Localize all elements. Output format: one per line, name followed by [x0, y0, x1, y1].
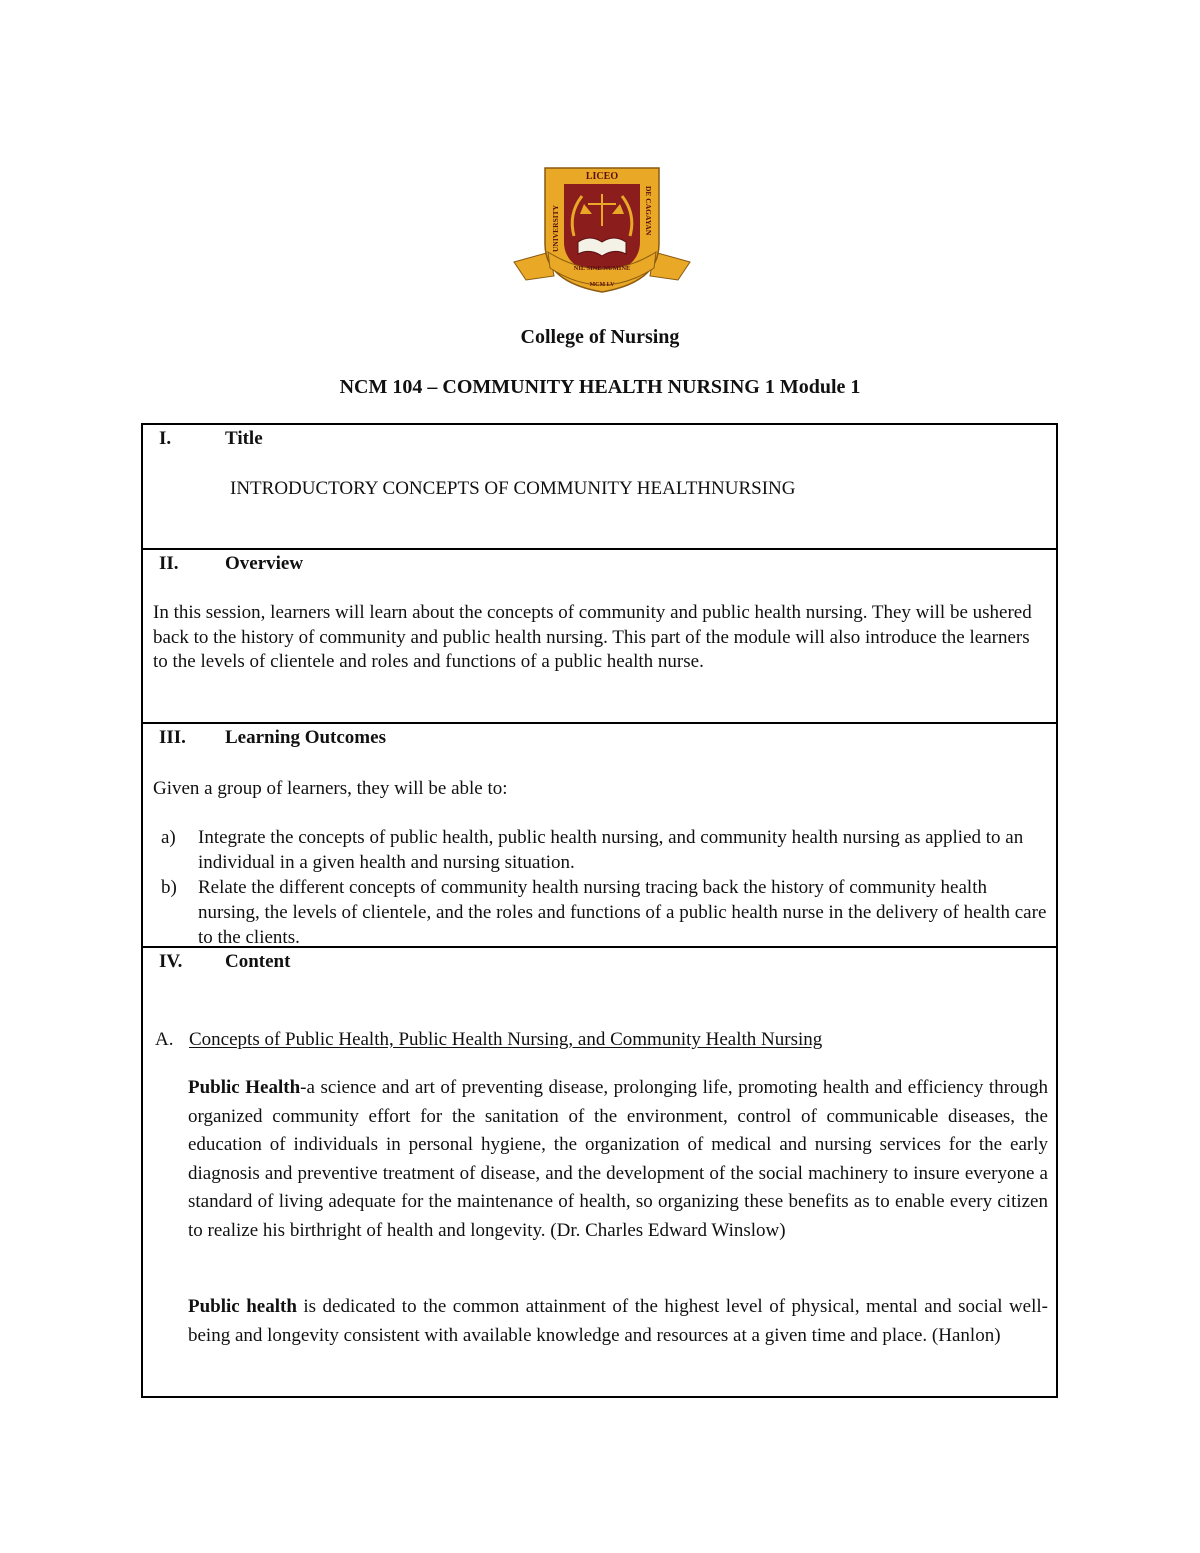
college-name: College of Nursing [520, 326, 680, 348]
module-title-text: INTRODUCTORY CONCEPTS OF COMMUNITY HEALTHNURSING [230, 478, 796, 499]
seal-top-text: LICEO [585, 171, 619, 182]
section-overview-box [141, 548, 1058, 724]
seal-year-text: MCM LV [589, 282, 615, 288]
university-seal-logo [512, 164, 692, 299]
definition-text: is dedicated to the common attainment of the highest level of physical, mental and social well-being and longevity consistent with available knowledge and resources at a given time and place. (Hanlon) [188, 1296, 1048, 1346]
section-number: II. [159, 553, 179, 574]
seal-right-text: DE CAGAYAN [644, 186, 653, 236]
section-label: Overview [225, 553, 304, 574]
seal-motto-text: NIL SINE NUMINE [573, 265, 631, 272]
seal-left-text: UNIVERSITY [551, 204, 560, 252]
public-health-definition-winslow [188, 1074, 1048, 1246]
subsection-title: Concepts of Public Health, Public Health Nursing, and Community Health Nursing [189, 1029, 823, 1050]
section-label: Learning Outcomes [225, 727, 386, 748]
list-item-text: Relate the different concepts of community health nursing tracing back the history of community health nursing, the levels of clientele, and the roles and functions of a public health nurse in the delivery of health care to the clients. [198, 877, 1047, 948]
subsection-marker: A. [155, 1029, 174, 1050]
definition-text: -a science and art of preventing disease, prolonging life, promoting health and efficiency through organized community effort for the sanitation of the environment, control of communicable diseases, the education of individuals in personal hygiene, the organization of medical and nursing services for the early diagnosis and preventive treatment of disease, and the development of the social machinery to insure everyone a standard of living adequate for the maintenance of health, so organizing these benefits as to enable every citizen to realize his birthright of health and longevity. (Dr. Charles Edward Winslow) [188, 1077, 1049, 1241]
course-title: NCM 104 – COMMUNITY HEALTH NURSING 1 Module 1 [339, 376, 861, 398]
public-health-definition-hanlon [188, 1293, 1048, 1350]
definition-term: Public Health [188, 1077, 301, 1098]
section-outcomes-box [141, 722, 1058, 948]
subsection-heading [155, 1029, 1045, 1051]
section-number: I. [159, 428, 172, 449]
section-content-box [141, 946, 1058, 1398]
section-label: Content [225, 951, 291, 972]
section-number: III. [159, 727, 186, 748]
section-title-box [141, 423, 1058, 550]
list-marker: b) [161, 877, 177, 898]
outcomes-intro: Given a group of learners, they will be able to: [153, 778, 508, 799]
section-label: Title [225, 428, 263, 449]
overview-paragraph: In this session, learners will learn about the concepts of community and public health nursing. They will be ushered back to the history of community and public health nursing. This part of the module will also introduce the learners to the levels of clientele and roles and functions of a public health nurse. [153, 602, 1032, 672]
definition-term: Public health [188, 1296, 297, 1317]
list-item-text: Integrate the concepts of public health, public health nursing, and community health nursing as applied to an individual in a given health and nursing situation. [198, 827, 1024, 873]
list-marker: a) [161, 827, 176, 848]
section-number: IV. [159, 951, 183, 972]
